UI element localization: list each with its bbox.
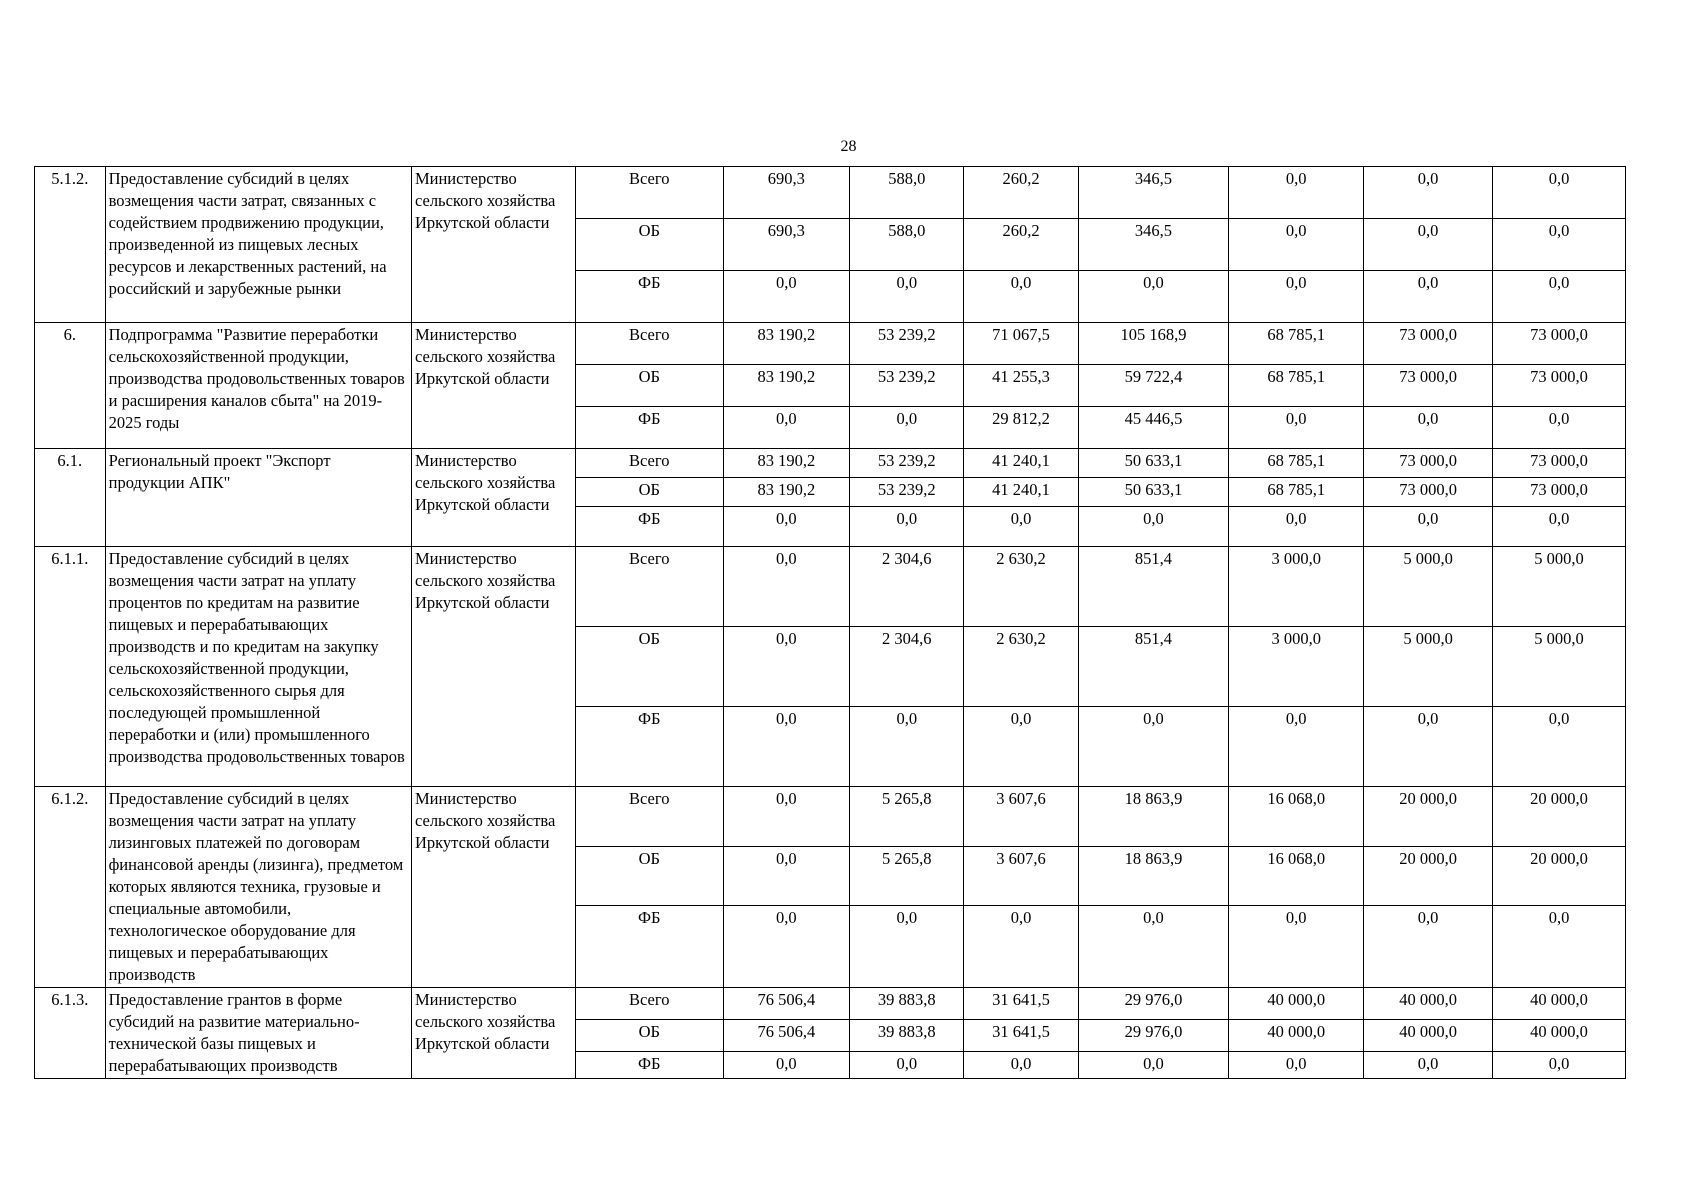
amount-cell: 53 239,2 xyxy=(850,478,964,507)
table-row xyxy=(35,547,1626,627)
amount-cell: 0,0 xyxy=(1229,1052,1364,1079)
amount-cell: 16 068,0 xyxy=(1229,787,1364,847)
amount-cell: 0,0 xyxy=(1078,707,1229,787)
amount-cell: 0,0 xyxy=(1078,906,1229,988)
amount-cell: 5 000,0 xyxy=(1364,627,1493,707)
amount-cell: 0,0 xyxy=(1364,707,1493,787)
table-row xyxy=(35,323,1626,365)
amount-cell: 40 000,0 xyxy=(1364,1020,1493,1052)
amount-cell: 0,0 xyxy=(723,407,850,449)
table-row xyxy=(35,449,1626,478)
amount-cell: 0,0 xyxy=(1364,407,1493,449)
amount-cell: 0,0 xyxy=(723,507,850,547)
amount-cell: 2 304,6 xyxy=(850,547,964,627)
amount-cell: 5 000,0 xyxy=(1493,627,1626,707)
funding-source: ОБ xyxy=(576,219,723,271)
funding-source: ФБ xyxy=(576,906,723,988)
amount-cell: 0,0 xyxy=(1078,507,1229,547)
amount-cell: 0,0 xyxy=(1229,906,1364,988)
amount-cell: 31 641,5 xyxy=(964,988,1078,1020)
amount-cell: 40 000,0 xyxy=(1364,988,1493,1020)
amount-cell: 5 000,0 xyxy=(1364,547,1493,627)
amount-cell: 690,3 xyxy=(723,219,850,271)
row-number: 6.1. xyxy=(35,449,106,547)
amount-cell: 68 785,1 xyxy=(1229,365,1364,407)
amount-cell: 5 265,8 xyxy=(850,846,964,906)
amount-cell: 2 630,2 xyxy=(964,547,1078,627)
amount-cell: 0,0 xyxy=(1493,707,1626,787)
amount-cell: 3 000,0 xyxy=(1229,547,1364,627)
funding-source: ОБ xyxy=(576,627,723,707)
funding-source: ФБ xyxy=(576,707,723,787)
page-number: 28 xyxy=(840,138,857,155)
amount-cell: 0,0 xyxy=(1364,1052,1493,1079)
amount-cell: 0,0 xyxy=(850,1052,964,1079)
amount-cell: 50 633,1 xyxy=(1078,449,1229,478)
measure-name: Предоставление субсидий в целях возмещения части затрат, связанных с содействием продвижению продукции, произведенной из пищевых лесных ресурсов и лекарственных растений, на российский и зарубежные рынки xyxy=(105,167,411,323)
funding-source: Всего xyxy=(576,167,723,219)
amount-cell: 0,0 xyxy=(964,707,1078,787)
amount-cell: 260,2 xyxy=(964,167,1078,219)
funding-source: ФБ xyxy=(576,1052,723,1079)
amount-cell: 45 446,5 xyxy=(1078,407,1229,449)
amount-cell: 0,0 xyxy=(723,906,850,988)
measure-name: Предоставление субсидий в целях возмещения части затрат на уплату процентов по кредитам на развитие пищевых и перерабатывающих производств и по кредитам на закупку сельскохозяйственной продукции, сельскохозяйственного сырья для последующей промышленной переработки и (или) промышленного производства продовольственных товаров xyxy=(105,547,411,787)
amount-cell: 18 863,9 xyxy=(1078,846,1229,906)
amount-cell: 73 000,0 xyxy=(1364,323,1493,365)
amount-cell: 20 000,0 xyxy=(1493,787,1626,847)
amount-cell: 0,0 xyxy=(1364,507,1493,547)
amount-cell: 53 239,2 xyxy=(850,365,964,407)
amount-cell: 0,0 xyxy=(1364,906,1493,988)
amount-cell: 68 785,1 xyxy=(1229,449,1364,478)
responsible-executor: Министерство сельского хозяйства Иркутской области xyxy=(411,787,575,988)
amount-cell: 0,0 xyxy=(1493,407,1626,449)
amount-cell: 39 883,8 xyxy=(850,1020,964,1052)
funding-source: Всего xyxy=(576,323,723,365)
funding-source: ОБ xyxy=(576,1020,723,1052)
amount-cell: 0,0 xyxy=(1493,507,1626,547)
amount-cell: 83 190,2 xyxy=(723,365,850,407)
responsible-executor: Министерство сельского хозяйства Иркутской области xyxy=(411,988,575,1079)
amount-cell: 0,0 xyxy=(723,1052,850,1079)
amount-cell: 2 304,6 xyxy=(850,627,964,707)
amount-cell: 0,0 xyxy=(1493,271,1626,323)
amount-cell: 41 255,3 xyxy=(964,365,1078,407)
row-number: 6.1.2. xyxy=(35,787,106,988)
row-number: 6. xyxy=(35,323,106,449)
amount-cell: 20 000,0 xyxy=(1493,846,1626,906)
amount-cell: 0,0 xyxy=(723,547,850,627)
amount-cell: 0,0 xyxy=(850,271,964,323)
amount-cell: 3 000,0 xyxy=(1229,627,1364,707)
amount-cell: 0,0 xyxy=(1229,219,1364,271)
amount-cell: 0,0 xyxy=(1364,219,1493,271)
amount-cell: 29 976,0 xyxy=(1078,988,1229,1020)
amount-cell: 18 863,9 xyxy=(1078,787,1229,847)
amount-cell: 0,0 xyxy=(1229,407,1364,449)
funding-source: ОБ xyxy=(576,365,723,407)
amount-cell: 0,0 xyxy=(1229,507,1364,547)
amount-cell: 83 190,2 xyxy=(723,323,850,365)
measure-name: Подпрограмма "Развитие переработки сельскохозяйственной продукции, производства продовольственных товаров и расширения каналов сбыта" на 2019-2025 годы xyxy=(105,323,411,449)
funding-source: Всего xyxy=(576,988,723,1020)
amount-cell: 0,0 xyxy=(723,707,850,787)
amount-cell: 3 607,6 xyxy=(964,787,1078,847)
amount-cell: 40 000,0 xyxy=(1493,988,1626,1020)
amount-cell: 16 068,0 xyxy=(1229,846,1364,906)
amount-cell: 346,5 xyxy=(1078,167,1229,219)
amount-cell: 31 641,5 xyxy=(964,1020,1078,1052)
amount-cell: 41 240,1 xyxy=(964,478,1078,507)
amount-cell: 40 000,0 xyxy=(1229,988,1364,1020)
amount-cell: 83 190,2 xyxy=(723,449,850,478)
amount-cell: 851,4 xyxy=(1078,627,1229,707)
responsible-executor: Министерство сельского хозяйства Иркутской области xyxy=(411,167,575,323)
funding-source: Всего xyxy=(576,787,723,847)
amount-cell: 0,0 xyxy=(850,507,964,547)
funding-source: ФБ xyxy=(576,407,723,449)
amount-cell: 0,0 xyxy=(1078,271,1229,323)
amount-cell: 5 000,0 xyxy=(1493,547,1626,627)
amount-cell: 53 239,2 xyxy=(850,449,964,478)
amount-cell: 83 190,2 xyxy=(723,478,850,507)
amount-cell: 40 000,0 xyxy=(1229,1020,1364,1052)
amount-cell: 50 633,1 xyxy=(1078,478,1229,507)
table-row xyxy=(35,167,1626,219)
amount-cell: 5 265,8 xyxy=(850,787,964,847)
amount-cell: 2 630,2 xyxy=(964,627,1078,707)
row-number: 6.1.3. xyxy=(35,988,106,1079)
amount-cell: 53 239,2 xyxy=(850,323,964,365)
amount-cell: 73 000,0 xyxy=(1493,365,1626,407)
amount-cell: 0,0 xyxy=(723,627,850,707)
amount-cell: 73 000,0 xyxy=(1364,449,1493,478)
amount-cell: 0,0 xyxy=(723,787,850,847)
funding-source: ФБ xyxy=(576,507,723,547)
amount-cell: 73 000,0 xyxy=(1364,365,1493,407)
amount-cell: 0,0 xyxy=(964,906,1078,988)
amount-cell: 0,0 xyxy=(1078,1052,1229,1079)
amount-cell: 105 168,9 xyxy=(1078,323,1229,365)
amount-cell: 59 722,4 xyxy=(1078,365,1229,407)
amount-cell: 3 607,6 xyxy=(964,846,1078,906)
amount-cell: 0,0 xyxy=(1493,167,1626,219)
amount-cell: 851,4 xyxy=(1078,547,1229,627)
amount-cell: 29 976,0 xyxy=(1078,1020,1229,1052)
measure-name: Предоставление субсидий в целях возмещения части затрат на уплату лизинговых платежей по договорам финансовой аренды (лизинга), предметом которых являются техника, грузовые и специальные автомобили, технологическое оборудование для пищевых и перерабатывающих производств xyxy=(105,787,411,988)
responsible-executor: Министерство сельского хозяйства Иркутской области xyxy=(411,547,575,787)
responsible-executor: Министерство сельского хозяйства Иркутской области xyxy=(411,449,575,547)
amount-cell: 73 000,0 xyxy=(1493,478,1626,507)
amount-cell: 0,0 xyxy=(1229,271,1364,323)
amount-cell: 73 000,0 xyxy=(1493,449,1626,478)
amount-cell: 68 785,1 xyxy=(1229,478,1364,507)
measure-name: Региональный проект "Экспорт продукции АПК" xyxy=(105,449,411,547)
amount-cell: 588,0 xyxy=(850,219,964,271)
funding-source: Всего xyxy=(576,547,723,627)
amount-cell: 588,0 xyxy=(850,167,964,219)
amount-cell: 20 000,0 xyxy=(1364,846,1493,906)
funding-source: Всего xyxy=(576,449,723,478)
amount-cell: 73 000,0 xyxy=(1364,478,1493,507)
row-number: 6.1.1. xyxy=(35,547,106,787)
amount-cell: 690,3 xyxy=(723,167,850,219)
amount-cell: 76 506,4 xyxy=(723,988,850,1020)
measure-name: Предоставление грантов в форме субсидий на развитие материально-технической базы пищевых и перерабатывающих производств xyxy=(105,988,411,1079)
budget-table xyxy=(34,166,1626,1079)
table-row xyxy=(35,787,1626,847)
amount-cell: 29 812,2 xyxy=(964,407,1078,449)
amount-cell: 0,0 xyxy=(850,407,964,449)
amount-cell: 346,5 xyxy=(1078,219,1229,271)
amount-cell: 41 240,1 xyxy=(964,449,1078,478)
amount-cell: 0,0 xyxy=(850,707,964,787)
amount-cell: 0,0 xyxy=(1229,707,1364,787)
funding-source: ФБ xyxy=(576,271,723,323)
amount-cell: 0,0 xyxy=(1493,1052,1626,1079)
amount-cell: 39 883,8 xyxy=(850,988,964,1020)
amount-cell: 0,0 xyxy=(1364,271,1493,323)
amount-cell: 40 000,0 xyxy=(1493,1020,1626,1052)
amount-cell: 0,0 xyxy=(964,271,1078,323)
responsible-executor: Министерство сельского хозяйства Иркутской области xyxy=(411,323,575,449)
amount-cell: 0,0 xyxy=(964,507,1078,547)
funding-source: ОБ xyxy=(576,478,723,507)
row-number: 5.1.2. xyxy=(35,167,106,323)
amount-cell: 0,0 xyxy=(850,906,964,988)
amount-cell: 68 785,1 xyxy=(1229,323,1364,365)
amount-cell: 73 000,0 xyxy=(1493,323,1626,365)
amount-cell: 0,0 xyxy=(723,271,850,323)
table-row xyxy=(35,988,1626,1020)
amount-cell: 0,0 xyxy=(1229,167,1364,219)
amount-cell: 0,0 xyxy=(1493,906,1626,988)
amount-cell: 0,0 xyxy=(723,846,850,906)
amount-cell: 260,2 xyxy=(964,219,1078,271)
amount-cell: 0,0 xyxy=(1364,167,1493,219)
amount-cell: 0,0 xyxy=(1493,219,1626,271)
funding-source: ОБ xyxy=(576,846,723,906)
amount-cell: 0,0 xyxy=(964,1052,1078,1079)
amount-cell: 76 506,4 xyxy=(723,1020,850,1052)
amount-cell: 20 000,0 xyxy=(1364,787,1493,847)
amount-cell: 71 067,5 xyxy=(964,323,1078,365)
